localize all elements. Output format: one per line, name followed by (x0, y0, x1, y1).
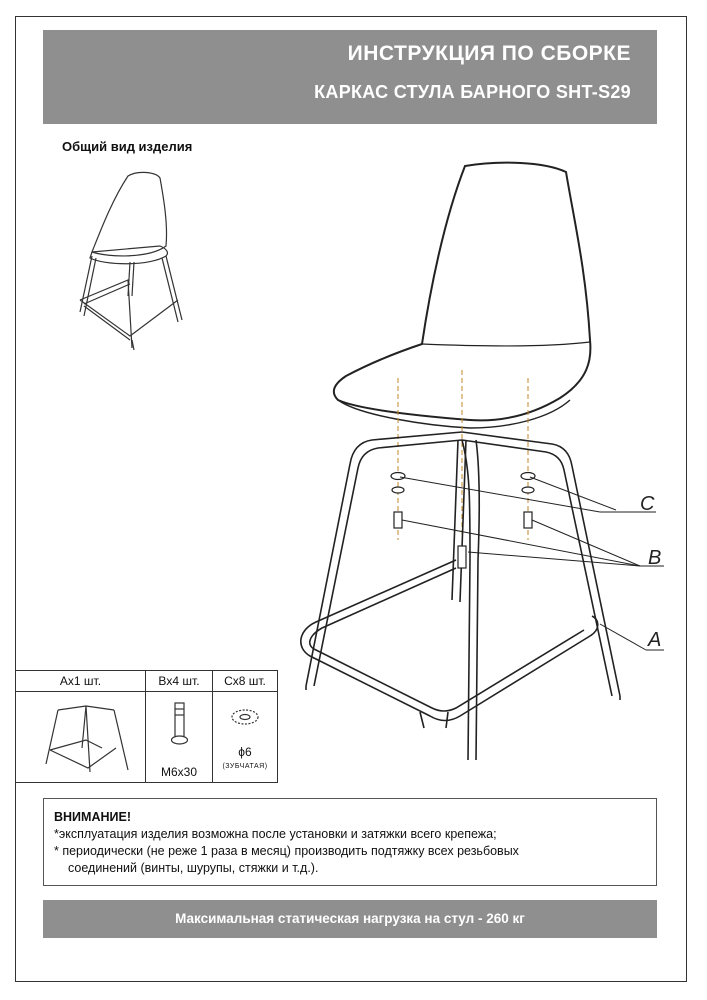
frame-icon (16, 692, 146, 782)
part-c-header: Cx8 шт. (213, 671, 277, 692)
part-a-cell (16, 671, 146, 782)
overview-chair (80, 172, 182, 350)
callout-a: A (648, 629, 662, 651)
overview-label: Общий вид изделия (62, 139, 193, 154)
warning-line-3: соединений (винты, шурупы, стяжки и т.д.). (68, 861, 319, 875)
callout-b: B (648, 547, 662, 569)
part-c-cell (213, 671, 277, 782)
parts-table (15, 670, 278, 783)
page-title: ИНСТРУКЦИЯ ПО СБОРКЕ (347, 42, 631, 65)
warning-box (43, 798, 657, 886)
callout-c: C (640, 493, 655, 515)
max-load-banner: Максимальная статическая нагрузка на стул - 260 кг (43, 900, 657, 938)
bolt-icon (146, 695, 213, 755)
warning-line-2: * периодически (не реже 1 раза в месяц) производить подтяжку всех резьбовых (54, 844, 519, 858)
part-b-size: M6x30 (160, 765, 198, 779)
part-c-note: (ЗУБЧАТАЯ) (222, 763, 268, 770)
leader-lines (400, 477, 664, 650)
chair-frame (301, 432, 620, 760)
part-a-header: Ax1 шт. (16, 671, 145, 692)
part-b-header: Bx4 шт. (146, 671, 212, 692)
part-b-cell (146, 671, 213, 782)
warning-title: ВНИМАНИЕ! (54, 810, 131, 824)
page-subtitle: КАРКАС СТУЛА БАРНОГО SHT-S29 (314, 82, 631, 102)
washer-icon (213, 701, 277, 737)
part-c-size: ϕ6 (238, 745, 252, 759)
warning-line-1: *эксплуатация изделия возможна после установки и затяжки всего крепежа; (54, 827, 497, 841)
